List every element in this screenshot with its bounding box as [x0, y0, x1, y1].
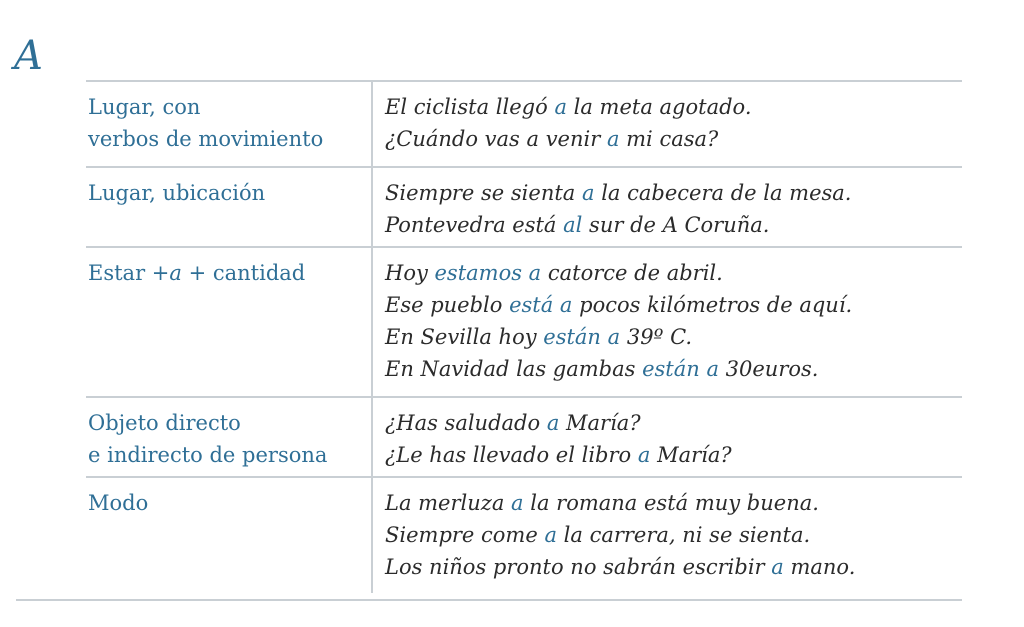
- highlighted-preposition: a: [771, 555, 784, 579]
- text-segment: Siempre come: [385, 523, 545, 547]
- text-segment: + cantidad: [181, 261, 306, 285]
- example-sentence: [385, 321, 962, 353]
- example-sentence: [385, 289, 962, 321]
- usage-cell: [86, 397, 372, 477]
- text-segment: Los niños pronto no sabrán escribir: [385, 555, 772, 579]
- table-row: [86, 477, 962, 593]
- text-segment: la carrera, ni se sienta.: [556, 523, 811, 547]
- text-segment: La merluza: [385, 491, 512, 515]
- usage-line: Objeto directo: [88, 411, 241, 435]
- text-segment: mi casa?: [619, 127, 719, 151]
- highlighted-preposition: está a: [509, 293, 573, 317]
- bottom-rule: [16, 599, 962, 601]
- example-sentence: [385, 407, 962, 439]
- highlighted-preposition: a: [637, 443, 651, 467]
- example-sentence: [385, 177, 962, 209]
- text-segment: sur de A Coruña.: [582, 213, 770, 237]
- highlighted-preposition: a: [606, 127, 620, 151]
- highlighted-preposition: están a: [543, 325, 621, 349]
- text-segment: María?: [650, 443, 732, 467]
- table-row: [86, 167, 962, 247]
- text-segment: la meta agotado.: [566, 95, 752, 119]
- usage-line: [88, 257, 371, 289]
- text-segment: ¿Le has llevado el libro: [385, 443, 638, 467]
- text-segment: la romana está muy buena.: [523, 491, 819, 515]
- highlighted-preposition: a: [582, 181, 595, 205]
- examples-cell: [372, 397, 962, 477]
- usage-table: [86, 82, 962, 593]
- text-segment: María?: [559, 411, 641, 435]
- usage-line: verbos de movimiento: [88, 127, 324, 151]
- text-segment: a: [169, 261, 182, 285]
- usage-line: Lugar, con: [88, 95, 201, 119]
- examples-cell: [372, 167, 962, 247]
- text-segment: Siempre se sienta: [385, 181, 582, 205]
- examples-cell: [372, 247, 962, 397]
- example-sentence: [385, 123, 962, 155]
- example-sentence: [385, 439, 962, 471]
- usage-line: Modo: [88, 491, 149, 515]
- text-segment: ¿Has saludado: [385, 411, 547, 435]
- text-segment: En Sevilla hoy: [385, 325, 544, 349]
- usage-cell: [86, 167, 372, 247]
- example-sentence: [385, 91, 962, 123]
- highlighted-preposition: a: [546, 411, 560, 435]
- text-segment: catorce de abril.: [541, 261, 723, 285]
- table-row: [86, 247, 962, 397]
- text-segment: Pontevedra está: [385, 213, 564, 237]
- examples-cell: [372, 477, 962, 593]
- example-sentence: [385, 519, 962, 551]
- example-sentence: [385, 209, 962, 241]
- highlighted-preposition: a: [511, 491, 524, 515]
- table-row: [86, 82, 962, 167]
- highlighted-preposition: a: [544, 523, 557, 547]
- text-segment: 39º C.: [620, 325, 693, 349]
- example-sentence: [385, 487, 962, 519]
- usage-cell: [86, 477, 372, 593]
- highlighted-preposition: están a: [642, 357, 719, 381]
- usage-line: e indirecto de persona: [88, 443, 328, 467]
- highlighted-preposition: al: [563, 213, 583, 237]
- text-segment: Ese pueblo: [385, 293, 510, 317]
- text-segment: 30euros.: [718, 357, 819, 381]
- usage-cell: [86, 82, 372, 167]
- example-sentence: [385, 551, 962, 583]
- text-segment: Hoy: [385, 261, 435, 285]
- text-segment: En Navidad las gambas: [385, 357, 643, 381]
- text-segment: El ciclista llegó: [385, 95, 555, 119]
- section-heading: A: [14, 33, 43, 79]
- highlighted-preposition: a: [554, 95, 567, 119]
- text-segment: mano.: [783, 555, 856, 579]
- examples-cell: [372, 82, 962, 167]
- highlighted-preposition: estamos a: [434, 261, 542, 285]
- table-row: [86, 397, 962, 477]
- text-segment: ¿Cuándo vas a venir: [385, 127, 607, 151]
- text-segment: pocos kilómetros de aquí.: [572, 293, 853, 317]
- example-sentence: [385, 257, 962, 289]
- example-sentence: [385, 353, 962, 385]
- text-segment: la cabecera de la mesa.: [594, 181, 852, 205]
- text-segment: Estar +: [88, 261, 170, 285]
- usage-cell: [86, 247, 372, 397]
- usage-line: Lugar, ubicación: [88, 181, 266, 205]
